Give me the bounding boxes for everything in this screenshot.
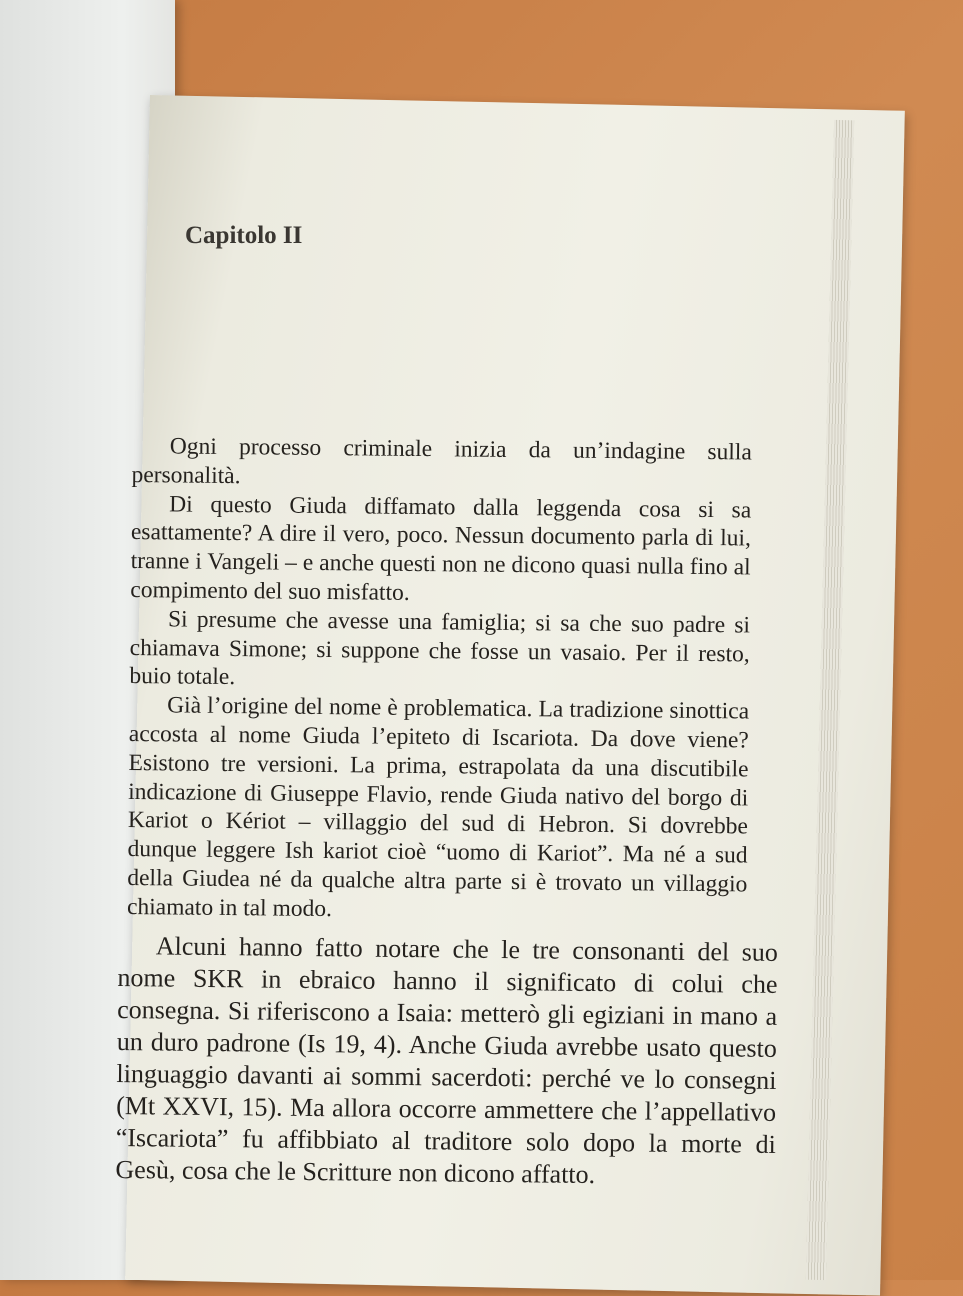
paragraph-3: Si presume che avesse una famiglia; si sa che suo padre si chiamava Simone; si suppone che fosse un vasaio. Per il resto, buio totale. [129,606,751,691]
paragraph-2: Di questo Giuda diffamato dalla leggenda cosa si sa esattamente? A dire il vero, poco. Nessun documento parla di lui, tranne i Vangeli – e anche questi non ne dicono quasi nulla fino al compimento del suo misfatto. [130,490,752,606]
body-text-lower [115,930,778,1193]
body-text-upper [127,432,752,928]
paragraph-5: Alcuni hanno fatto notare che le tre consonanti del suo nome SKR in ebraico hanno il significato di colui che consegna. Si riferiscono a Isaia: metterò gli egiziani in mano a un duro padrone (Is 19, 4). Anche Giuda avrebbe usato questo linguaggio davanti ai sommi sacerdoti: perché ve lo consegni (Mt XXVI, 15). Ma allora occorre ammettere che l’appellativo “Iscariota” fu affibbiato al traditore solo dopo la morte di Gesù, cosa che le Scritture non dicono affatto. [115,931,778,1190]
paragraph-4: Già l’origine del nome è problematica. La tradizione sinottica accosta al nome Giuda l’epiteto di Iscariota. Da dove viene? Esistono tre versioni. La prima, estrapolata da una discutibile indicazione di Giuseppe Flavio, rende Giuda nativo del borgo di Kariot o Kériot – villaggio del sud di Hebron. Si dovrebbe dunque leggere Ish kariot cioè “uomo di Kariot”. Ma né a sud della Giudea né da qualche altra parte si è trovato un villaggio chiamato in tal modo. [126,692,750,922]
chapter-title: Capitolo II [185,222,303,249]
paragraph-1: Ogni processo criminale inizia da un’indagine sulla personalità. [131,433,752,489]
